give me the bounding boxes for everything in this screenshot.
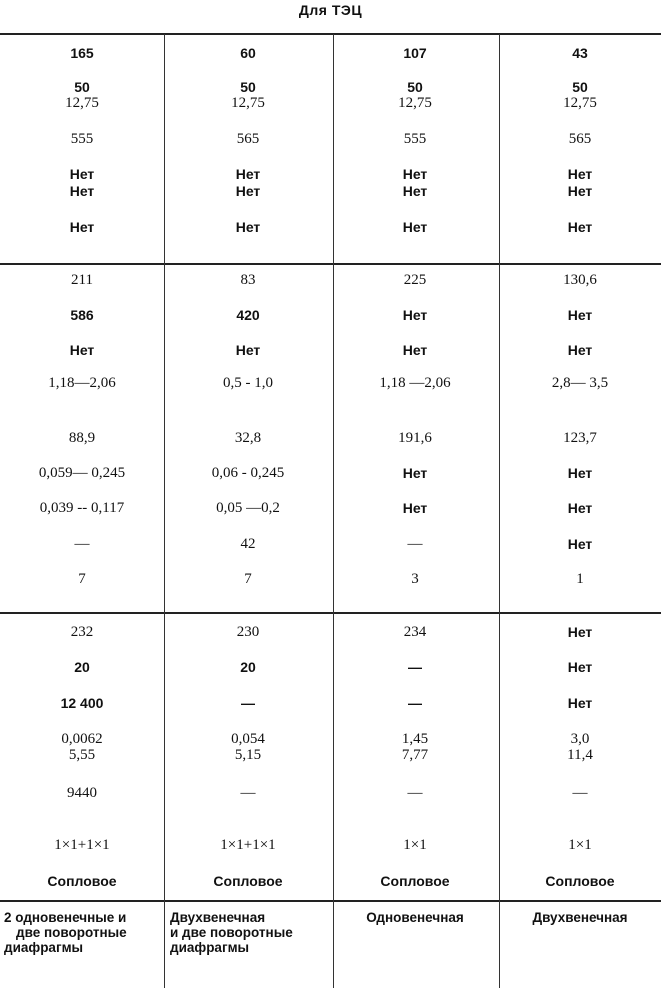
table-cell: 50 <box>407 79 423 95</box>
description-cell-line: 2 одновенечные и <box>4 910 127 925</box>
table-cell: — <box>74 536 90 552</box>
table-cell: 7 <box>78 571 86 587</box>
table-cell: — <box>407 785 423 801</box>
description-cell-line: Двухвенечная <box>532 910 628 925</box>
description-cell-line: и две поворотные <box>170 925 293 940</box>
table-cell: 60 <box>240 45 256 61</box>
table-cell: 3,0 <box>570 731 590 747</box>
table-cell: Нет <box>402 166 428 182</box>
table-cell: Нет <box>402 219 428 235</box>
table-cell: 1×1 <box>403 837 427 853</box>
description-cell-line: Одновенечная <box>366 910 464 925</box>
table-cell: — <box>572 785 588 801</box>
table-cell: 50 <box>74 79 90 95</box>
table-cell: 0,039 -- 0,117 <box>39 500 125 516</box>
table-cell: 1,18—2,06 <box>48 375 116 391</box>
table-cell: Нет <box>69 219 95 235</box>
table-cell: 0,059— 0,245 <box>38 465 126 481</box>
table-cell: Нет <box>402 342 428 358</box>
table-cell: 0,5 - 1,0 <box>223 375 273 391</box>
table-cell: 5,55 <box>68 747 96 763</box>
table-cell: 12,75 <box>65 95 99 111</box>
table-cell: 565 <box>568 131 592 147</box>
section-divider-3 <box>0 900 661 902</box>
table-cell: — <box>407 536 423 552</box>
table-cell: 225 <box>403 272 427 288</box>
table-cell: Нет <box>402 500 428 516</box>
table-cell: 211 <box>71 272 93 288</box>
table-cell: Нет <box>567 624 593 640</box>
table-cell: 107 <box>403 45 427 61</box>
table-cell: 5,15 <box>234 747 262 763</box>
table-cell: 1,45 <box>401 731 429 747</box>
table-cell: — <box>408 695 422 711</box>
table-cell: Нет <box>235 342 261 358</box>
table-cell: 555 <box>403 131 427 147</box>
table-cell: 12,75 <box>231 95 265 111</box>
table-cell: 130,6 <box>563 272 597 288</box>
table-top-rule <box>0 33 661 35</box>
section-divider-2 <box>0 612 661 614</box>
table-cell: 3 <box>411 571 419 587</box>
column-divider-2 <box>333 34 334 988</box>
table-cell: Нет <box>567 219 593 235</box>
table-cell: 165 <box>70 45 94 61</box>
table-cell: 1×1+1×1 <box>220 837 276 853</box>
table-cell: Нет <box>69 183 95 199</box>
table-cell: Нет <box>235 219 261 235</box>
table-cell: 1 <box>576 571 584 587</box>
table-cell: 32,8 <box>234 430 262 446</box>
table-cell: 1,18 —2,06 <box>379 375 451 391</box>
table-cell: 42 <box>240 536 256 552</box>
description-cell-line: диафрагмы <box>4 940 84 955</box>
table-cell: 9440 <box>67 785 97 801</box>
table-cell: Нет <box>69 342 95 358</box>
table-cell: Сопловое <box>380 873 450 889</box>
description-cell-line: Двухвенечная <box>170 910 266 925</box>
table-cell: — <box>240 785 256 801</box>
table-cell: Нет <box>402 183 428 199</box>
table-cell: 7,77 <box>401 747 429 763</box>
table-cell: 0,054 <box>231 731 265 747</box>
column-divider-1 <box>164 34 165 988</box>
table-cell: 230 <box>236 624 260 640</box>
table-cell: 0,06 - 0,245 <box>211 465 285 481</box>
table-cell: Нет <box>567 536 593 552</box>
table-cell: Нет <box>235 183 261 199</box>
table-cell: Нет <box>69 166 95 182</box>
table-cell: 0,0062 <box>61 731 103 747</box>
table-cell: Нет <box>567 307 593 323</box>
table-cell: Нет <box>567 342 593 358</box>
table-cell: 191,6 <box>398 430 432 446</box>
table-cell: Сопловое <box>545 873 615 889</box>
table-cell: Нет <box>567 500 593 516</box>
table-cell: 123,7 <box>563 430 597 446</box>
table-cell: Нет <box>567 659 593 675</box>
table-cell: 586 <box>70 307 94 323</box>
table-cell: 234 <box>403 624 427 640</box>
table-cell: Нет <box>235 166 261 182</box>
table-cell: 20 <box>74 659 90 675</box>
table-cell: — <box>241 695 255 711</box>
table-cell: Нет <box>402 307 428 323</box>
page-title: Для ТЭЦ <box>298 2 363 18</box>
table-cell: 12,75 <box>563 95 597 111</box>
table-cell: Нет <box>567 465 593 481</box>
description-cell-line: две поворотные <box>16 925 127 940</box>
table-cell: Нет <box>567 166 593 182</box>
section-divider-1 <box>0 263 661 265</box>
table-cell: 7 <box>244 571 252 587</box>
table-cell: — <box>408 659 422 675</box>
table-cell: 232 <box>70 624 94 640</box>
description-cell-line: диафрагмы <box>170 940 250 955</box>
table-cell: 50 <box>240 79 256 95</box>
table-cell: 12 400 <box>60 695 104 711</box>
table-cell: 1×1+1×1 <box>54 837 110 853</box>
table-cell: 2,8— 3,5 <box>551 375 609 391</box>
table-cell: Сопловое <box>47 873 117 889</box>
table-cell: Нет <box>567 183 593 199</box>
table-cell: 20 <box>240 659 256 675</box>
table-cell: 555 <box>70 131 94 147</box>
table-cell: Нет <box>567 695 593 711</box>
table-cell: 88,9 <box>68 430 96 446</box>
table-cell: 83 <box>240 272 256 288</box>
table-cell: Нет <box>402 465 428 481</box>
table-cell: 12,75 <box>398 95 432 111</box>
table-cell: 1×1 <box>568 837 592 853</box>
table-cell: 0,05 —0,2 <box>216 500 280 516</box>
table-cell: 420 <box>236 307 260 323</box>
table-cell: 11,4 <box>567 747 593 763</box>
table-cell: 50 <box>572 79 588 95</box>
table-cell: 565 <box>236 131 260 147</box>
table-cell: 43 <box>572 45 588 61</box>
table-cell: Сопловое <box>213 873 283 889</box>
